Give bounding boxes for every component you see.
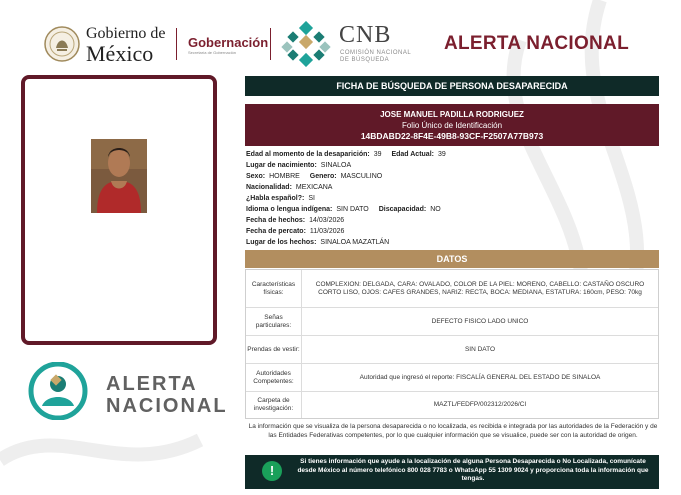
header-separator — [176, 28, 177, 60]
sexo-value: HOMBRE — [269, 173, 300, 180]
edad-desap-label: Edad al momento de la desaparición: — [246, 151, 370, 158]
info-row-edad — [246, 151, 454, 158]
gobierno-big-text: México — [86, 41, 154, 66]
header — [0, 0, 681, 70]
fecha-percato-label: Fecha de percato: — [246, 228, 306, 235]
datos-table — [245, 269, 659, 419]
cnb-subtitle — [340, 50, 411, 64]
info-row-nacionalidad — [246, 184, 340, 191]
info-row-fecha-hechos — [246, 217, 352, 224]
info-row-espanol — [246, 195, 323, 202]
info-row-sexo — [246, 173, 390, 180]
header-separator — [270, 28, 271, 60]
edad-actual-label: Edad Actual: — [391, 151, 434, 158]
coat-of-arms-icon — [44, 26, 80, 62]
nacionalidad-value: MEXICANA — [295, 184, 333, 191]
row-label: Características físicas: — [246, 270, 302, 307]
row-value: DEFECTO FISICO LADO UNICO — [431, 317, 529, 325]
nacimiento-label: Lugar de nacimiento: — [246, 162, 317, 169]
name-bar — [245, 104, 659, 146]
person-photo — [91, 139, 147, 213]
table-row — [246, 336, 658, 364]
disclaimer-text: La información que se visualiza de la persona desaparecida o no localizada, es recibida e integrada por las autoridades de la Federación y de las Entidades Federativas competentes, por lo que cualquier información que se visualice, puede ser con la autoridad de origen. — [248, 423, 658, 439]
cnb-logo-icon — [281, 21, 331, 67]
row-label: Carpeta de investigación: — [246, 392, 302, 418]
fecha-percato-value: 11/03/2026 — [309, 228, 345, 235]
alerta-nacional-title: ALERTA NACIONAL — [444, 33, 629, 54]
cnb-subtitle-line2: DE BÚSQUEDA — [340, 57, 390, 63]
info-row-idioma — [246, 206, 449, 213]
datos-title-bar: DATOS — [245, 250, 659, 268]
alerta-nacional-logo-icon — [28, 362, 88, 420]
espanol-value: SI — [308, 195, 315, 202]
logo-line1: ALERTA — [106, 373, 198, 395]
nacimiento-value: SINALOA — [320, 162, 352, 169]
fecha-hechos-label: Fecha de hechos: — [246, 217, 306, 224]
row-value: COMPLEXION: DELGADA, CARA: OVALADO, COLOR DE LA PIEL: MORENO, CABELLO: CASTAÑO OSCURO CORTO LISO, OJOS: CAFES GRANDES, NARIZ: RECTA, BOCA: MEDIANA, ESTATURA: 160cm, PESO: 70kg — [315, 280, 645, 296]
genero-label: Genero: — [309, 173, 337, 180]
gobernacion-subtitle: Secretaría de Gobernación — [188, 50, 237, 55]
cnb-subtitle-line1: COMISIÓN NACIONAL — [340, 50, 412, 56]
logo-line2: NACIONAL — [106, 395, 228, 417]
info-row-lugar — [246, 239, 397, 246]
edad-actual-value: 39 — [437, 151, 446, 158]
row-value: MAZTL/FEDFP/002312/2026/CI — [433, 401, 527, 408]
row-value: SIN DATO — [464, 345, 496, 353]
gobierno-small-text: Gobierno de — [86, 25, 166, 42]
info-row-fecha-percato — [246, 228, 352, 235]
espanol-label: ¿Habla español?: — [246, 195, 305, 202]
idioma-label: Idioma o lengua indígena: — [246, 206, 333, 213]
folio-label: Folio Único de Identificación — [401, 121, 503, 130]
table-row — [246, 364, 658, 392]
alerta-nacional-logo-text — [106, 373, 228, 417]
row-label: Prendas de vestir: — [246, 336, 302, 363]
person-photo-image — [91, 139, 147, 213]
edad-desap-value: 39 — [373, 151, 382, 158]
sexo-label: Sexo: — [246, 173, 266, 180]
fecha-hechos-value: 14/03/2026 — [309, 217, 345, 224]
row-label: Autoridades Competentes: — [246, 364, 302, 391]
table-row — [246, 392, 658, 418]
lugar-label: Lugar de los hechos: — [246, 239, 317, 246]
cnb-title: CNB — [339, 22, 392, 48]
table-row — [246, 270, 658, 308]
discapacidad-label: Discapacidad: — [378, 206, 427, 213]
info-icon: ! — [262, 461, 282, 481]
gobernacion-logo: Gobernación — [188, 35, 269, 50]
footer-contact-bar: Si tienes información que ayude a la localización de alguna Persona Desaparecida o No Localizada, comunícate desde México al número telefónico 800 028 7783 o WhatsApp 55 1309 9024 y proporciona toda la información que tengas. — [245, 455, 659, 489]
lugar-value: SINALOA MAZATLÁN — [320, 239, 390, 246]
ficha-title-bar: FICHA DE BÚSQUEDA DE PERSONA DESAPARECIDA — [245, 76, 659, 96]
discapacidad-value: NO — [430, 206, 441, 213]
genero-value: MASCULINO — [340, 173, 383, 180]
idioma-value: SIN DATO — [336, 206, 369, 213]
table-row — [246, 308, 658, 336]
photo-frame — [21, 75, 217, 345]
row-value: Autoridad que ingresó el reporte: FISCALÍA GENERAL DEL ESTADO DE SINALOA — [359, 373, 601, 381]
folio-id: 14BDABD22-8F4E-49B8-93CF-F2507A77B973 — [360, 131, 544, 141]
nacionalidad-label: Nacionalidad: — [246, 184, 292, 191]
info-row-nacimiento — [246, 162, 359, 169]
row-label: Señas particulares: — [246, 308, 302, 335]
person-name: JOSE MANUEL PADILLA RODRIGUEZ — [380, 110, 524, 119]
gobierno-de-mexico-logo — [86, 26, 166, 65]
